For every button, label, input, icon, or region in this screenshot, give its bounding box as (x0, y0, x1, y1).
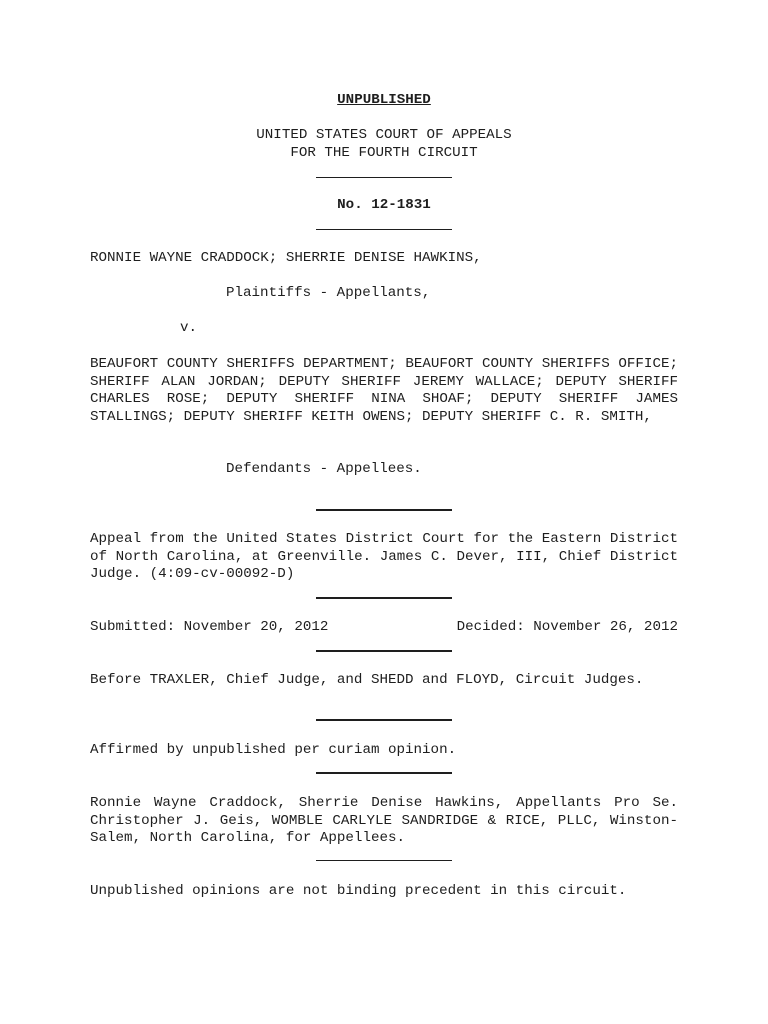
court-name (90, 127, 678, 162)
submitted-date: Submitted: November 20, 2012 (90, 619, 329, 635)
court-name-line1: UNITED STATES COURT OF APPEALS (256, 127, 512, 143)
court-name-line2: FOR THE FOURTH CIRCUIT (290, 144, 478, 161)
case-number: No. 12-1831 (337, 197, 431, 213)
panel-judges: Before TRAXLER, Chief Judge, and SHEDD and FLOYD, Circuit Judges. (90, 672, 644, 688)
unpublished-heading: UNPUBLISHED (337, 92, 431, 108)
divider (316, 177, 452, 178)
decided-date: Decided: November 26, 2012 (456, 619, 678, 635)
divider (316, 719, 452, 721)
divider (316, 229, 452, 230)
appeal-statement: Appeal from the United States District Court for the Eastern District of North Carolina, at Greenville. James C. Dever, III, Chief District Judge. (4:09-cv-00092-D) (90, 531, 678, 582)
defendants-role: Defendants - Appellees. (226, 461, 422, 477)
disposition: Affirmed by unpublished per curiam opinion. (90, 742, 457, 758)
plaintiffs-role: Plaintiffs - Appellants, (226, 285, 431, 301)
dates-row (90, 619, 678, 637)
defendants-names: BEAUFORT COUNTY SHERIFFS DEPARTMENT; BEAUFORT COUNTY SHERIFFS OFFICE; SHERIFF ALAN JORDAN; DEPUTY SHERIFF JEREMY WALLACE; DEPUTY SHERIFF CHARLES ROSE; DEPUTY SHERIFF NINA SHOAF; DEPUTY SHERIFF JAMES STALLINGS; DEPUTY SHERIFF KEITH OWENS; DEPUTY SHERIFF C. R. SMITH, (90, 356, 678, 425)
divider (316, 650, 452, 652)
plaintiffs-names: RONNIE WAYNE CRADDOCK; SHERRIE DENISE HAWKINS, (90, 250, 482, 266)
divider (316, 860, 452, 861)
divider (316, 597, 452, 599)
precedent-note: Unpublished opinions are not binding precedent in this circuit. (90, 883, 627, 899)
counsel-listing: Ronnie Wayne Craddock, Sherrie Denise Hawkins, Appellants Pro Se. Christopher J. Geis, WOMBLE CARLYLE SANDRIDGE & RICE, PLLC, Winston-Salem, North Carolina, for Appellees. (90, 795, 678, 846)
divider (316, 772, 452, 774)
divider (316, 509, 452, 511)
versus-label: v. (180, 320, 198, 336)
